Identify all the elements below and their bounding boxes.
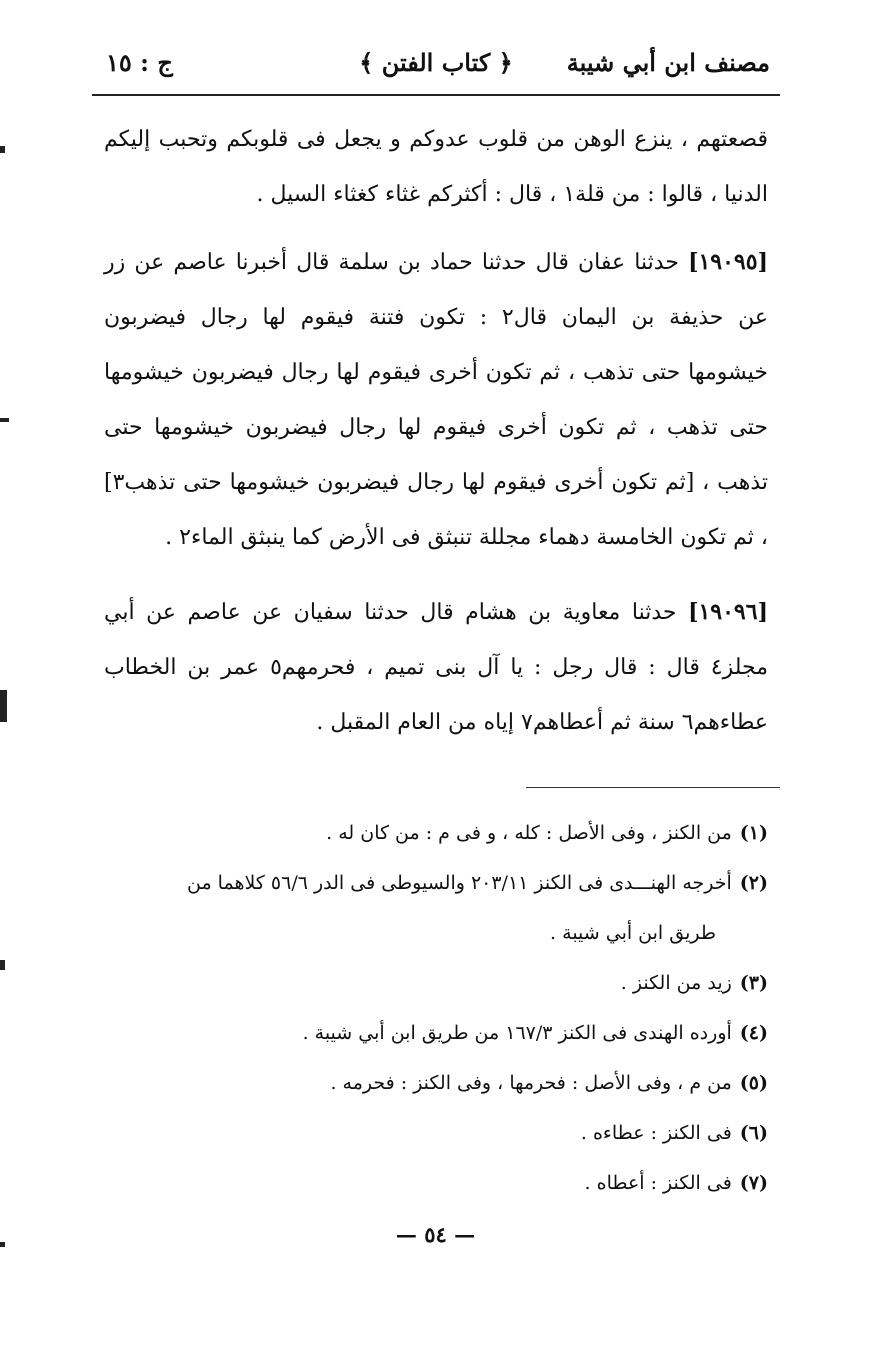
paragraph-text: قصعتهم ، ينزع الوهن من قلوب عدوكم و يجعل فى قلوبكم وتحبب إليكم الدنيا ، قالوا : من قلة١ ، قال : أكثركم غثاء كغثاء السيل .: [104, 127, 768, 207]
scan-speck: [0, 418, 9, 422]
footnote-6: [104, 1108, 768, 1158]
footnotes: [104, 808, 768, 1208]
scan-speck: [0, 1242, 5, 1247]
footnote-text: فى الكنز : أعطاه .: [584, 1172, 732, 1194]
paragraph-continuation: [104, 112, 768, 222]
volume-number: ج : ١٥: [106, 48, 173, 77]
footnote-text: طريق ابن أبي شيبة .: [550, 922, 716, 944]
footnote-text: من الكنز ، وفى الأصل : كله ، و فى م : من كان له .: [326, 822, 732, 844]
footnote-divider: [526, 787, 780, 788]
hadith-number: [١٩٠٩٥]: [688, 249, 768, 275]
footnote-number: (٦): [739, 1122, 768, 1144]
footnote-text: زيد من الكنز .: [620, 972, 732, 994]
footnote-text: أورده الهندى فى الكنز ١٦٧/٣ من طريق ابن أبي شيبة .: [302, 1022, 732, 1044]
footnote-1: [104, 808, 768, 858]
footnote-number: (١): [739, 822, 768, 844]
footnote-text: من م ، وفى الأصل : فحرمها ، وفى الكنز : فحرمه .: [330, 1072, 732, 1094]
footnote-number: (٥): [739, 1072, 768, 1094]
footnote-number: (٧): [739, 1172, 768, 1194]
footnote-5: [104, 1058, 768, 1108]
page-header: [92, 42, 780, 96]
footnote-3: [104, 958, 768, 1008]
footnote-7: [104, 1158, 768, 1208]
footnote-number: (٤): [739, 1022, 768, 1044]
footnote-number: (٣): [739, 972, 768, 994]
scan-speck: [0, 690, 7, 722]
hadith-19096: [104, 585, 768, 750]
chapter-title: ﴿ كتاب الفتن ﴾: [359, 48, 513, 77]
scan-speck: [0, 960, 5, 970]
hadith-text: حدثنا معاوية بن هشام قال حدثنا سفيان عن عاصم عن أبي مجلز٤ قال : قال رجل : يا آل بنى تميم ، فحرمهم٥ عمر بن الخطاب عطاءهم٦ سنة ثم أعطاهم٧ إياه من العام المقبل .: [104, 600, 768, 735]
footnote-text: أخرجه الهنـــدى فى الكنز ٢٠٣/١١ والسيوطى فى الدر ٥٦/٦ كلاهما من: [187, 872, 732, 894]
page-number: — ٥٤ —: [395, 1222, 476, 1247]
hadith-text: حدثنا عفان قال حدثنا حماد بن سلمة قال أخبرنا عاصم عن زر عن حذيفة بن اليمان قال٢ : تكون فتنة فيقوم لها رجال فيضربون خيشومها حتى تذهب ، ثم تكون أخرى فيقوم لها رجال فيضربون خيشومها حتى تذهب ، ثم تكون أخرى فيقوم لها رجال فيضربون خيشومها حتى تذهب ، [ثم تكون أخرى فيقوم لها رجال فيضربون خيشومها حتى تذهب٣] ، ثم تكون الخامسة دهماء مجللة تنبثق فى الأرض كما ينبثق الماء٢ .: [104, 250, 768, 550]
footnote-2: [104, 858, 768, 908]
footnote-2-continued: [104, 908, 768, 958]
footnote-text: فى الكنز : عطاءه .: [580, 1122, 732, 1144]
hadith-19095: [104, 235, 768, 565]
hadith-number: [١٩٠٩٦]: [688, 599, 768, 625]
book-title: مصنف ابن أبي شيبة: [566, 48, 770, 77]
scan-speck: [0, 146, 5, 153]
footnote-number: (٢): [739, 872, 768, 894]
footnote-4: [104, 1008, 768, 1058]
